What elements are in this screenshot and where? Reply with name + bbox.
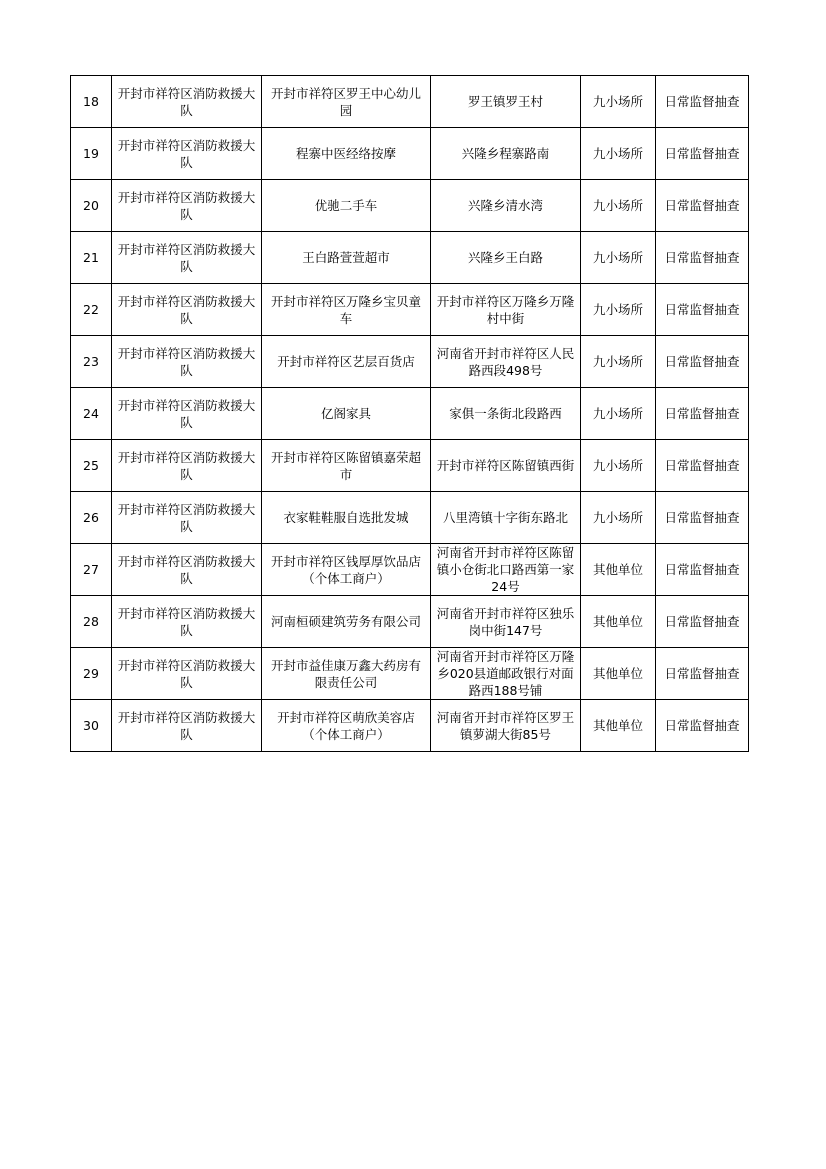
establishment-name-cell: 开封市祥符区艺层百货店 [262,336,431,388]
establishment-name-cell: 王白路萱萱超市 [262,232,431,284]
inspection-type-cell: 日常监督抽查 [656,336,749,388]
inspection-type-cell: 日常监督抽查 [656,76,749,128]
establishment-type-cell: 九小场所 [581,128,656,180]
table-row [71,648,749,700]
inspecting-unit-cell: 开封市祥符区消防救援大队 [112,232,262,284]
row-number-cell: 19 [71,128,112,180]
inspection-type-cell: 日常监督抽查 [656,232,749,284]
address-cell: 河南省开封市祥符区万隆乡020县道邮政银行对面路西188号铺 [431,648,581,700]
row-number-cell: 18 [71,76,112,128]
inspecting-unit-cell: 开封市祥符区消防救援大队 [112,440,262,492]
establishment-name-cell: 河南桓硕建筑劳务有限公司 [262,596,431,648]
address-cell: 八里湾镇十字街东路北 [431,492,581,544]
inspecting-unit-cell: 开封市祥符区消防救援大队 [112,284,262,336]
address-cell: 罗王镇罗王村 [431,76,581,128]
inspecting-unit-cell: 开封市祥符区消防救援大队 [112,544,262,596]
table-row [71,700,749,752]
inspecting-unit-cell: 开封市祥符区消防救援大队 [112,388,262,440]
table-row [71,76,749,128]
establishment-type-cell: 其他单位 [581,544,656,596]
row-number-cell: 25 [71,440,112,492]
inspection-type-cell: 日常监督抽查 [656,284,749,336]
table-row [71,128,749,180]
establishment-type-cell: 九小场所 [581,336,656,388]
inspecting-unit-cell: 开封市祥符区消防救援大队 [112,700,262,752]
address-cell: 开封市祥符区陈留镇西街 [431,440,581,492]
inspection-type-cell: 日常监督抽查 [656,388,749,440]
establishment-name-cell: 开封市祥符区陈留镇嘉荣超市 [262,440,431,492]
establishment-type-cell: 其他单位 [581,648,656,700]
table-row [71,232,749,284]
table-row [71,180,749,232]
row-number-cell: 23 [71,336,112,388]
table-row [71,544,749,596]
address-cell: 河南省开封市祥符区人民路西段498号 [431,336,581,388]
row-number-cell: 26 [71,492,112,544]
row-number-cell: 28 [71,596,112,648]
inspecting-unit-cell: 开封市祥符区消防救援大队 [112,596,262,648]
establishment-type-cell: 九小场所 [581,388,656,440]
inspection-type-cell: 日常监督抽查 [656,544,749,596]
establishment-type-cell: 九小场所 [581,284,656,336]
address-cell: 河南省开封市祥符区陈留镇小仓街北口路西第一家24号 [431,544,581,596]
address-cell: 兴隆乡王白路 [431,232,581,284]
inspecting-unit-cell: 开封市祥符区消防救援大队 [112,128,262,180]
inspection-type-cell: 日常监督抽查 [656,492,749,544]
inspection-type-cell: 日常监督抽查 [656,648,749,700]
table-row [71,596,749,648]
table-row [71,440,749,492]
table-row [71,388,749,440]
establishment-name-cell: 衣家鞋鞋服自选批发城 [262,492,431,544]
address-cell: 河南省开封市祥符区罗王镇萝湖大街85号 [431,700,581,752]
inspecting-unit-cell: 开封市祥符区消防救援大队 [112,76,262,128]
address-cell: 兴隆乡清水湾 [431,180,581,232]
table-row [71,284,749,336]
row-number-cell: 30 [71,700,112,752]
table-row [71,336,749,388]
address-cell: 河南省开封市祥符区独乐岗中街147号 [431,596,581,648]
inspecting-unit-cell: 开封市祥符区消防救援大队 [112,648,262,700]
inspection-type-cell: 日常监督抽查 [656,596,749,648]
establishment-type-cell: 九小场所 [581,492,656,544]
address-cell: 开封市祥符区万隆乡万隆村中街 [431,284,581,336]
inspection-type-cell: 日常监督抽查 [656,440,749,492]
inspection-type-cell: 日常监督抽查 [656,128,749,180]
establishment-type-cell: 其他单位 [581,700,656,752]
establishment-name-cell: 开封市祥符区万隆乡宝贝童车 [262,284,431,336]
table-body [71,76,749,752]
establishment-name-cell: 亿阁家具 [262,388,431,440]
row-number-cell: 24 [71,388,112,440]
address-cell: 家俱一条街北段路西 [431,388,581,440]
establishment-name-cell: 程寨中医经络按摩 [262,128,431,180]
establishment-name-cell: 开封市益佳康万鑫大药房有限责任公司 [262,648,431,700]
establishment-name-cell: 优驰二手车 [262,180,431,232]
establishment-type-cell: 九小场所 [581,440,656,492]
row-number-cell: 22 [71,284,112,336]
inspecting-unit-cell: 开封市祥符区消防救援大队 [112,336,262,388]
establishment-type-cell: 其他单位 [581,596,656,648]
establishment-name-cell: 开封市祥符区罗王中心幼儿园 [262,76,431,128]
address-cell: 兴隆乡程寨路南 [431,128,581,180]
row-number-cell: 20 [71,180,112,232]
establishment-name-cell: 开封市祥符区萌欣美容店（个体工商户） [262,700,431,752]
inspection-type-cell: 日常监督抽查 [656,180,749,232]
row-number-cell: 21 [71,232,112,284]
establishment-type-cell: 九小场所 [581,232,656,284]
establishment-type-cell: 九小场所 [581,180,656,232]
inspecting-unit-cell: 开封市祥符区消防救援大队 [112,492,262,544]
establishment-type-cell: 九小场所 [581,76,656,128]
table-row [71,492,749,544]
inspection-type-cell: 日常监督抽查 [656,700,749,752]
establishment-name-cell: 开封市祥符区钱厚厚饮品店（个体工商户） [262,544,431,596]
inspection-table [70,75,749,752]
row-number-cell: 27 [71,544,112,596]
inspecting-unit-cell: 开封市祥符区消防救援大队 [112,180,262,232]
row-number-cell: 29 [71,648,112,700]
